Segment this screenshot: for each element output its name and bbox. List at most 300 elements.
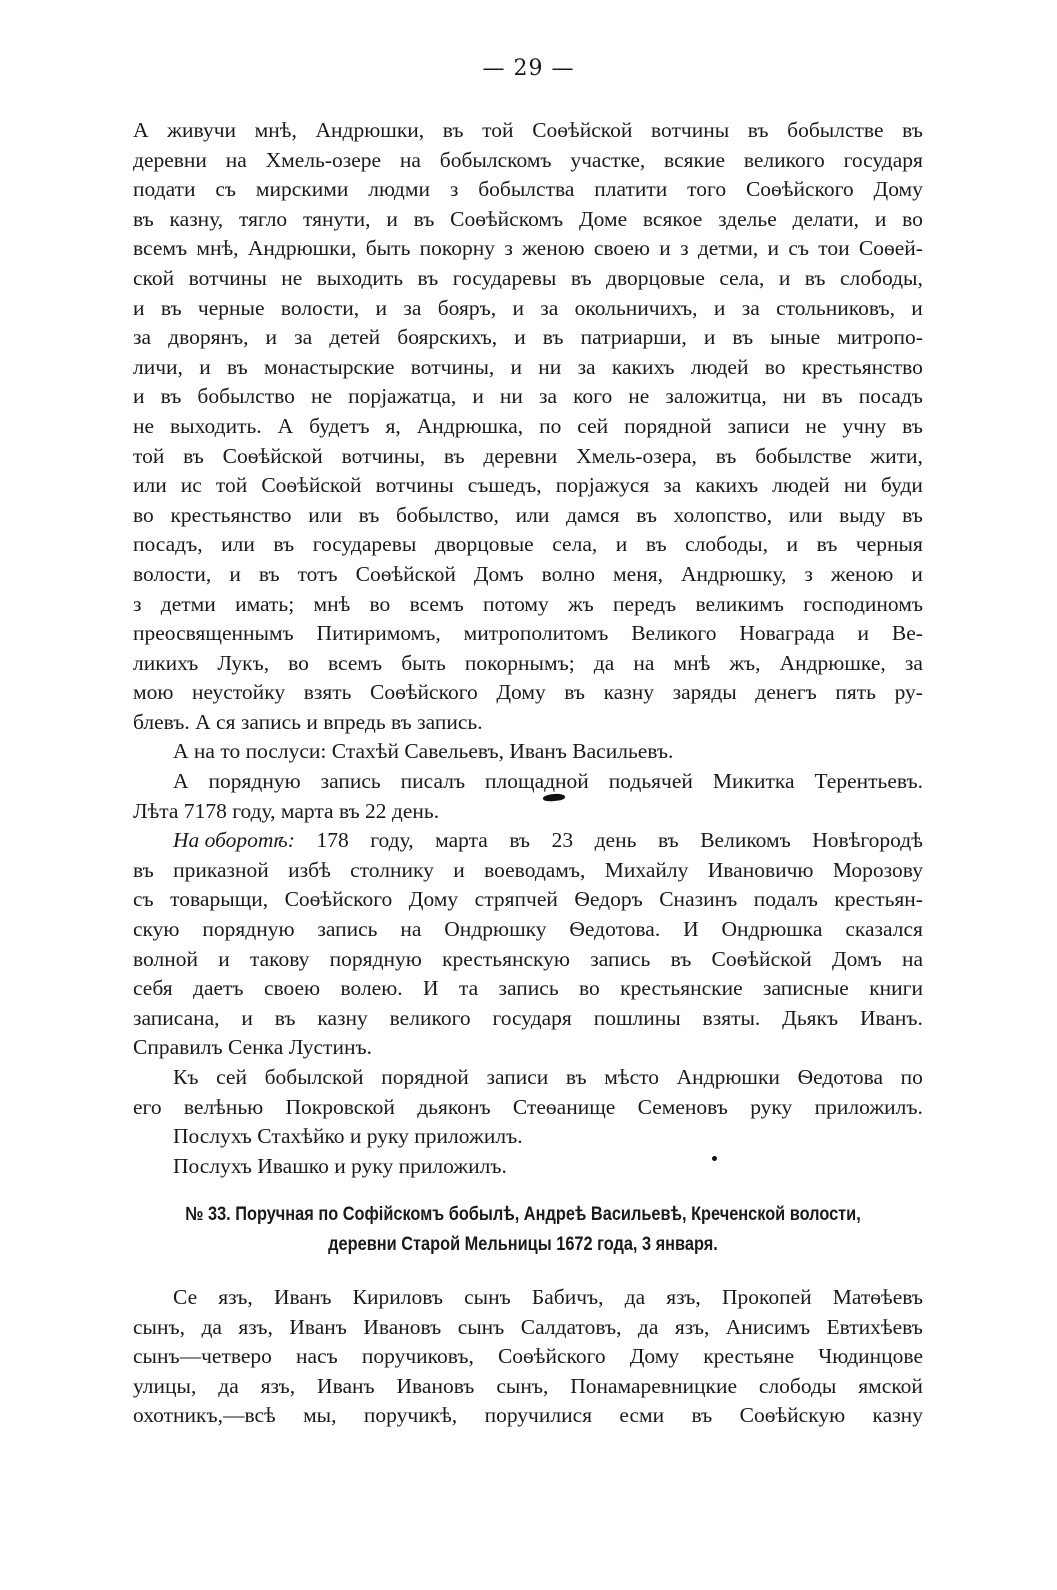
- text-line: [133, 264, 923, 294]
- word: волею.: [340, 976, 403, 1001]
- word: великого: [389, 1005, 471, 1030]
- word: передъ: [613, 591, 677, 616]
- word: мнѣ,: [254, 118, 297, 142]
- word: въ: [570, 265, 592, 290]
- word: и: [241, 1005, 253, 1030]
- word: з: [804, 561, 813, 586]
- word: государя: [843, 147, 923, 172]
- word: Дому: [408, 887, 459, 912]
- word: и: [786, 532, 799, 557]
- word: и: [615, 532, 628, 557]
- word: да: [637, 1314, 659, 1339]
- word: да: [201, 1314, 222, 1339]
- word: въ: [133, 857, 154, 882]
- word: записные: [763, 976, 849, 1001]
- text-line: [133, 1401, 923, 1431]
- word: какихъ: [695, 473, 759, 498]
- word: Михайлу: [604, 857, 689, 882]
- word: товарыщи,: [170, 887, 269, 912]
- word: порjажуся: [555, 473, 650, 498]
- word: улицы,: [133, 1373, 197, 1398]
- word: за: [133, 325, 152, 350]
- word: крестьянскую: [442, 946, 570, 971]
- heading-line-1: № 33. Поручная по Софійскомъ бобылѣ, Андреѣ Васильевѣ, Креченской волости,: [185, 1204, 861, 1225]
- word: насъ: [296, 1344, 338, 1369]
- word: жъ: [568, 591, 594, 616]
- word: въ: [636, 502, 657, 527]
- word: жити,: [870, 443, 923, 468]
- word: боярскихъ,: [397, 325, 498, 350]
- word: и: [713, 295, 726, 320]
- word: въ: [183, 443, 204, 468]
- word: во: [288, 650, 309, 675]
- word: имать;: [235, 591, 295, 616]
- word: стольниковъ,: [776, 295, 895, 320]
- word: взяты.: [702, 1005, 761, 1030]
- word: сынъ: [457, 1314, 505, 1339]
- word: избѣ: [288, 857, 331, 882]
- text-line: [133, 767, 923, 797]
- word: запись: [498, 976, 559, 1001]
- word: Андрюшки,: [247, 236, 357, 261]
- word: съ: [215, 177, 237, 202]
- word: въ: [816, 532, 838, 557]
- word: Соѳѣйской: [222, 443, 323, 468]
- word: вотчины: [188, 265, 267, 290]
- word: въ: [902, 118, 923, 142]
- word: на: [399, 147, 421, 172]
- word: за: [403, 295, 422, 320]
- word: на: [633, 650, 655, 675]
- word: людми: [368, 177, 430, 202]
- word: за: [538, 384, 558, 409]
- text-line: [133, 501, 923, 531]
- word: И: [683, 917, 699, 942]
- text-line: [133, 1004, 923, 1034]
- word: во: [579, 976, 600, 1001]
- word: Ивановъ: [396, 1373, 475, 1398]
- word: и: [133, 384, 145, 409]
- word: на: [225, 147, 247, 172]
- word: государевы: [312, 532, 417, 557]
- word: въ: [542, 325, 564, 350]
- word: той: [482, 118, 514, 142]
- word: Иванъ: [317, 1373, 375, 1398]
- word: даетъ: [193, 976, 244, 1001]
- word: делати,: [792, 206, 860, 231]
- word: пошлины: [593, 1005, 681, 1030]
- word: Соѳѣйской: [355, 561, 456, 586]
- word: Терентьевъ.: [814, 769, 923, 794]
- word: и: [386, 206, 398, 231]
- word: за: [294, 325, 313, 350]
- word: въ: [226, 354, 248, 379]
- word: детей: [329, 325, 381, 350]
- text-line: [133, 1093, 923, 1123]
- word: взять: [303, 680, 352, 705]
- second-text-block: [133, 1283, 923, 1431]
- word: не: [310, 384, 332, 409]
- word: и: [911, 295, 923, 320]
- text-line: [133, 945, 923, 975]
- word: Дому: [496, 680, 546, 705]
- word: холопство,: [673, 502, 773, 527]
- word: своею: [593, 236, 650, 261]
- word: Андрюшка,: [416, 413, 524, 438]
- word: Прокопей: [721, 1285, 812, 1309]
- word: казну: [872, 1403, 923, 1428]
- word: Чюдинцове: [818, 1344, 923, 1369]
- word: всемъ: [328, 650, 383, 675]
- text-line: [133, 974, 923, 1004]
- word: И: [423, 976, 439, 1001]
- text-line: [133, 1372, 923, 1402]
- word: или: [133, 473, 167, 498]
- word: Соѳѣйского: [284, 887, 393, 912]
- word: покорну: [419, 236, 496, 261]
- word: учну: [842, 413, 887, 438]
- word: тотъ: [297, 561, 338, 586]
- word: казну: [317, 1005, 368, 1030]
- word: быть: [365, 236, 411, 261]
- word: кого: [573, 384, 613, 409]
- word: ской: [133, 265, 175, 290]
- text-line: [133, 797, 923, 827]
- word: деревни: [483, 443, 558, 468]
- word: порядной: [381, 1065, 469, 1089]
- text-line: [133, 826, 923, 856]
- word: за: [663, 473, 682, 498]
- word: живучи: [167, 118, 237, 142]
- word: того: [687, 177, 727, 202]
- word: дворянъ,: [168, 325, 249, 350]
- word: великого: [743, 147, 825, 172]
- word: Дому: [629, 1344, 680, 1369]
- word: села,: [552, 532, 598, 557]
- word: въ: [443, 443, 465, 468]
- word: Покровской: [285, 1094, 395, 1119]
- word: съ: [133, 887, 154, 912]
- text-line: [133, 737, 923, 767]
- word: Соѳѣйскомъ: [450, 206, 564, 231]
- word: всемъ: [133, 236, 188, 261]
- word: запись: [320, 769, 381, 794]
- word: заложитца,: [665, 384, 767, 409]
- word: порядную: [202, 917, 295, 942]
- word: бобылстве: [787, 118, 884, 142]
- word: и: [510, 354, 523, 379]
- word: черные: [197, 295, 265, 320]
- word: Морозову: [832, 857, 923, 882]
- word: дьяконъ: [417, 1094, 491, 1119]
- word: Ѳедотова.: [569, 917, 661, 942]
- text-line: [133, 1063, 923, 1093]
- word: Андрюшки: [676, 1065, 780, 1089]
- word: во: [764, 354, 786, 379]
- word: черныя: [855, 532, 923, 557]
- word: бобылской: [264, 1065, 364, 1089]
- word: женою: [522, 236, 585, 261]
- word: быть: [401, 650, 446, 675]
- word: подалъ: [753, 887, 818, 912]
- word: казну,: [169, 206, 224, 231]
- word: сказался: [845, 917, 923, 942]
- word: сынъ: [464, 1285, 511, 1309]
- word: не: [133, 413, 155, 438]
- word: бобылстве: [755, 443, 852, 468]
- word: Соѳѣйской: [711, 946, 812, 971]
- word: бояръ,: [437, 295, 497, 320]
- word: посадъ: [858, 384, 923, 409]
- word: господиномъ: [803, 591, 923, 616]
- word: вотчины,: [410, 354, 495, 379]
- word: з: [680, 236, 689, 261]
- word: есми: [619, 1403, 665, 1428]
- word: Новѣгородѣ: [812, 828, 923, 853]
- word: мнѣ,: [196, 236, 239, 261]
- word: жъ,: [729, 650, 761, 675]
- word: Ивановъ: [363, 1314, 442, 1339]
- word: вотчины: [651, 118, 730, 142]
- word: денегъ: [755, 680, 817, 705]
- word: та: [458, 976, 479, 1001]
- word: запись: [317, 917, 378, 942]
- word: казну: [603, 680, 655, 705]
- word: личи,: [133, 354, 183, 379]
- word: язъ,: [260, 1373, 296, 1398]
- word: Ѳедоръ: [574, 887, 643, 912]
- line-text: Послухъ Стахѣйко и руку приложилъ.: [173, 1124, 523, 1149]
- line-text: блевъ. А ся запись и впредь въ запись.: [133, 709, 483, 734]
- word: посадъ,: [133, 532, 203, 557]
- word: и: [453, 857, 465, 882]
- text-line: [133, 856, 923, 886]
- word: А: [277, 413, 294, 438]
- text-line: [133, 471, 923, 501]
- word: Иванъ: [273, 1285, 332, 1309]
- word: и: [911, 561, 923, 586]
- text-line: [133, 1283, 923, 1313]
- word: Микитка: [712, 769, 795, 794]
- word: въ: [509, 828, 531, 853]
- word: Матѳѣевъ: [832, 1285, 923, 1309]
- word: людей: [690, 354, 749, 379]
- word: ыные: [770, 325, 821, 350]
- text-line: [133, 442, 923, 472]
- word: митропо-: [837, 325, 923, 350]
- word: Кириловъ: [352, 1285, 443, 1309]
- word: тянути,: [302, 206, 371, 231]
- text-line: [133, 382, 923, 412]
- word: выду: [839, 502, 886, 527]
- word: 23: [551, 828, 574, 853]
- word: участке,: [570, 147, 646, 172]
- word: выходить: [316, 265, 404, 290]
- word: сей: [577, 413, 609, 438]
- word: Иванъ: [289, 1314, 347, 1339]
- word: язъ,: [666, 1285, 701, 1309]
- word: крестьянские: [620, 976, 743, 1001]
- text-line: [133, 294, 923, 324]
- word: волно: [541, 561, 596, 586]
- word: будетъ: [309, 413, 370, 438]
- text-line: [133, 1342, 923, 1372]
- word: бобылства: [478, 177, 575, 202]
- word: той: [215, 473, 248, 498]
- word: въ: [691, 1403, 713, 1428]
- text-line: [133, 678, 923, 708]
- word: скую: [133, 917, 180, 942]
- word: приказной: [173, 857, 269, 882]
- word: въ: [160, 295, 182, 320]
- word: мирскими: [255, 177, 349, 202]
- word: и: [472, 384, 484, 409]
- word: потому: [482, 591, 549, 616]
- word: ис: [180, 473, 202, 498]
- word: выходить.: [170, 413, 262, 438]
- word: зделье: [718, 206, 777, 231]
- word: села,: [719, 265, 765, 290]
- word: язъ,: [218, 1285, 253, 1309]
- word: въ: [821, 384, 843, 409]
- word: въ: [413, 206, 435, 231]
- word: Бабичъ,: [531, 1285, 604, 1309]
- word: Хмель-озере: [265, 147, 382, 172]
- word: сынъ,: [133, 1314, 185, 1339]
- text-line: [133, 649, 923, 679]
- word: въ: [160, 384, 182, 409]
- word: Соѳѣйского: [497, 1344, 606, 1369]
- word: Домъ: [831, 946, 882, 971]
- word: ру-: [894, 680, 923, 705]
- word: и: [767, 236, 780, 261]
- text-line: [133, 619, 923, 649]
- word: и: [218, 946, 230, 971]
- word: крестьяне: [703, 1344, 795, 1369]
- word: Лукъ,: [217, 650, 270, 675]
- word: Ве-: [891, 621, 923, 646]
- word: Се: [173, 1285, 198, 1309]
- word: той: [133, 443, 165, 468]
- word: Понамаревницкие: [570, 1373, 738, 1398]
- word: книги: [869, 976, 923, 1001]
- word: въ: [902, 502, 923, 527]
- word: приложилъ.: [814, 1094, 923, 1119]
- word: дворцовые: [606, 265, 705, 290]
- word: во: [369, 591, 391, 616]
- word: въ: [645, 532, 667, 557]
- text-line: [133, 146, 923, 176]
- word: тягло: [238, 206, 288, 231]
- word: бобылство: [197, 384, 295, 409]
- word: да: [593, 650, 615, 675]
- word: стряпчей: [474, 887, 558, 912]
- word: не: [805, 413, 827, 438]
- word: Доме: [578, 206, 628, 231]
- text-line: [133, 323, 923, 353]
- word: площадной: [485, 769, 589, 794]
- word: буди: [880, 473, 923, 498]
- word: въ: [732, 325, 754, 350]
- word: Анисимъ: [725, 1314, 811, 1339]
- word: его: [133, 1094, 162, 1119]
- text-line: [133, 205, 923, 235]
- word: писалъ: [400, 769, 466, 794]
- word: патриарши,: [580, 325, 687, 350]
- word: да: [218, 1373, 239, 1398]
- word: мы,: [303, 1403, 337, 1428]
- word: дамся: [566, 502, 620, 527]
- word: и: [512, 295, 524, 320]
- word: Евтихѣевъ: [826, 1314, 923, 1339]
- word: за: [540, 295, 559, 320]
- word: з: [133, 591, 142, 616]
- word: пять: [835, 680, 876, 705]
- word: мѣсто: [604, 1065, 659, 1089]
- text-line: [133, 1313, 923, 1343]
- word: Соѳѣйского: [745, 177, 854, 202]
- word: слободы,: [840, 265, 923, 290]
- word: сынъ—четверо: [133, 1344, 272, 1369]
- text-line: [133, 560, 923, 590]
- word: въ: [804, 265, 826, 290]
- word: за: [577, 354, 596, 379]
- word: слободы,: [685, 532, 768, 557]
- heading-line-2: деревни Старой Мельницы 1672 года, 3 января.: [328, 1234, 718, 1255]
- word: женою: [830, 561, 894, 586]
- word: ликихъ: [133, 650, 199, 675]
- word: и: [778, 265, 791, 290]
- word: митрополитомъ: [463, 621, 609, 646]
- word: ни: [499, 384, 523, 409]
- word: меня,: [613, 561, 663, 586]
- word: язъ,: [238, 1314, 273, 1339]
- word: во: [902, 206, 923, 231]
- text-line: [133, 1152, 923, 1182]
- word: Ондрюшка: [721, 917, 823, 942]
- word: не: [628, 384, 650, 409]
- word: государя: [492, 1005, 572, 1030]
- word: волости,: [133, 561, 212, 586]
- word: Домъ: [473, 561, 524, 586]
- word: порядную: [329, 946, 422, 971]
- word: и: [229, 561, 241, 586]
- word: въ: [565, 1065, 587, 1089]
- word: з: [504, 236, 513, 261]
- line-text: Справилъ Сенка Лустинъ.: [133, 1035, 372, 1060]
- word: и: [514, 325, 526, 350]
- word: и: [199, 354, 211, 379]
- word: Андрюшку,: [680, 561, 787, 586]
- word: и: [703, 325, 716, 350]
- text-line: [133, 116, 923, 146]
- word: мою: [133, 680, 174, 705]
- word: Сназинъ: [659, 887, 738, 912]
- word: съ: [788, 236, 809, 261]
- word: государевы: [452, 265, 557, 290]
- word: Къ: [173, 1065, 199, 1089]
- word: себя: [133, 976, 173, 1001]
- word: порядную: [208, 769, 301, 794]
- word: 178: [316, 828, 349, 853]
- word: Новаграда: [739, 621, 835, 646]
- word: Соѳѣйскую: [739, 1403, 846, 1428]
- word: з: [449, 177, 459, 202]
- word: марта: [435, 828, 488, 853]
- word: записи: [727, 413, 790, 438]
- word: Стеѳанище: [512, 1094, 616, 1119]
- word: день: [594, 828, 637, 853]
